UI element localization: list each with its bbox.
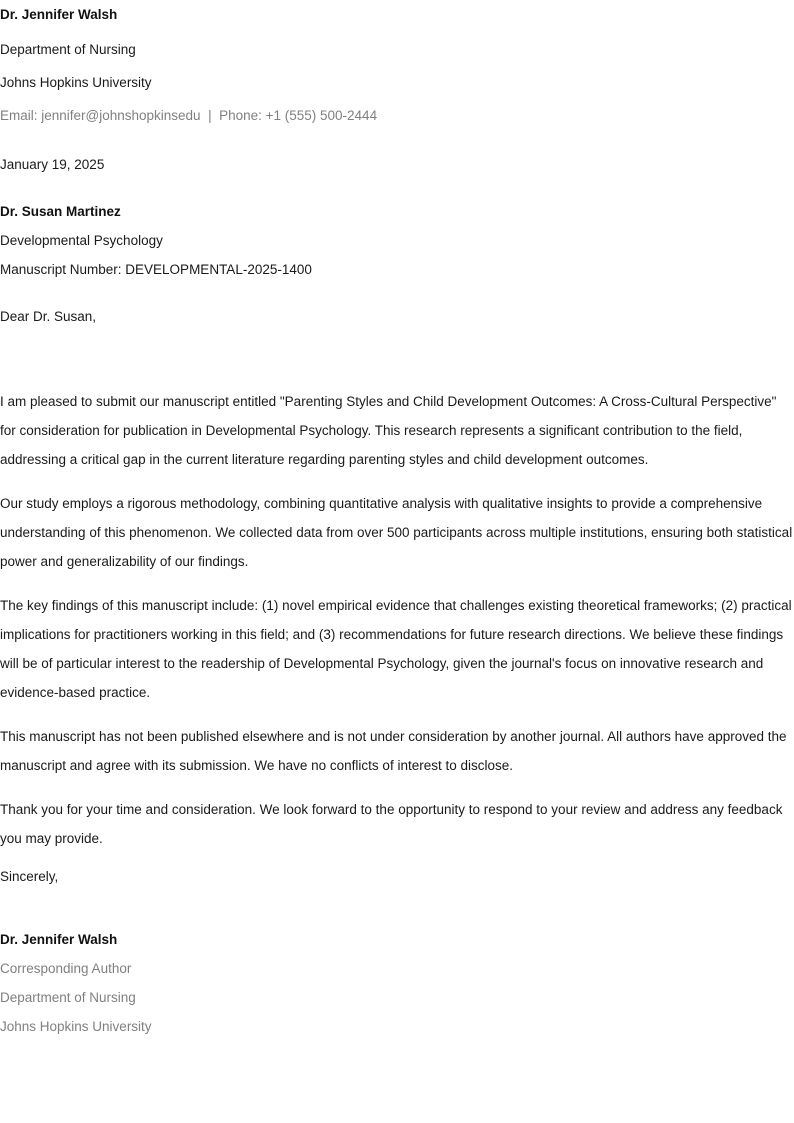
signature-name: Dr. Jennifer Walsh	[0, 932, 118, 947]
signature-department: Department of Nursing	[0, 990, 136, 1005]
body-paragraph-4: This manuscript has not been published elsewhere and is not under consideration by another journal. All authors have approved the manuscript and agree with its submission. We have no conflicts of interest to disclose.	[0, 729, 787, 773]
sender-institution: Johns Hopkins University	[0, 75, 152, 90]
body-paragraph-2: Our study employs a rigorous methodology, combining quantitative analysis with qualitative insights to provide a comprehensive understanding of this phenomenon. We collected data from over 500 participants across multiple institutions, ensuring both statistical power and generalizability of our findings.	[0, 496, 793, 569]
letter-date: January 19, 2025	[0, 157, 105, 172]
signature-role: Corresponding Author	[0, 961, 132, 976]
body-paragraph-3: The key findings of this manuscript include: (1) novel empirical evidence that challenges existing theoretical frameworks; (2) practical implications for practitioners working in this field; and (3) recommendations for future research directions. We believe these findings will be of particular interest to the readership of Developmental Psychology, given the journal's focus on innovative research and evidence-based practice.	[0, 598, 792, 700]
recipient-journal: Developmental Psychology	[0, 233, 163, 248]
manuscript-number: Manuscript Number: DEVELOPMENTAL-2025-1400	[0, 262, 312, 277]
sender-name: Dr. Jennifer Walsh	[0, 7, 118, 22]
salutation: Dear Dr. Susan,	[0, 309, 97, 324]
closing-salutation: Sincerely,	[0, 869, 59, 884]
sender-contact-line: Email: jennifer@johnshopkinsedu | Phone: +1 (555) 500-2444	[0, 108, 378, 123]
signature-block	[0, 931, 794, 1035]
recipient-block	[0, 203, 794, 278]
sender-letterhead	[0, 0, 794, 124]
body-paragraph-1: I am pleased to submit our manuscript entitled "Parenting Styles and Child Development Outcomes: A Cross-Cultural Perspective" for consideration for publication in Developmental Psychology. This research represents a significant contribution to the field, addressing a critical gap in the current literature regarding parenting styles and child development outcomes.	[0, 394, 777, 467]
signature-institution: Johns Hopkins University	[0, 1019, 152, 1034]
letter-body	[0, 387, 794, 853]
body-paragraph-5: Thank you for your time and consideration. We look forward to the opportunity to respond to your review and address any feedback you may provide.	[0, 802, 783, 846]
recipient-name: Dr. Susan Martinez	[0, 204, 121, 219]
sender-department: Department of Nursing	[0, 42, 136, 57]
